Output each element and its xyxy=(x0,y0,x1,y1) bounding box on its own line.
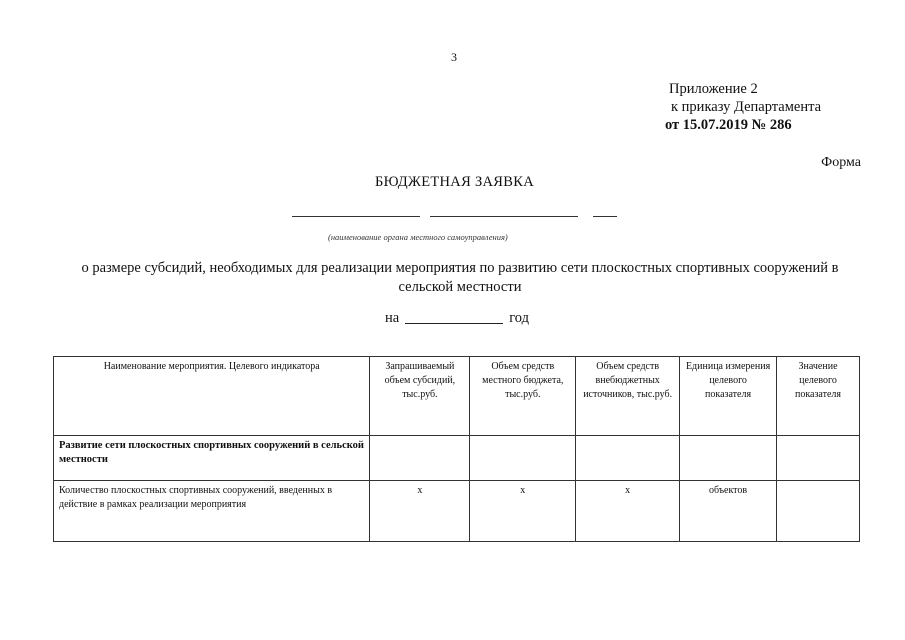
header-requested-subsidy: Запрашиваемый объем субсидий, тыс.руб. xyxy=(370,357,470,436)
cell-activity-name: Количество плоскостных спортивных сооружений, введенных в действие в рамках реализации мероприятия xyxy=(54,481,370,542)
header-local-budget: Объем средств местного бюджета, тыс.руб. xyxy=(470,357,576,436)
subject-text: о размере субсидий, необходимых для реализации мероприятия по развитию сети плоскостных спортивных сооружений в сельской местности xyxy=(81,260,839,295)
form-label: Форма xyxy=(821,155,861,170)
cell-unit xyxy=(680,436,777,481)
org-blank-line-3 xyxy=(593,216,617,217)
org-caption: (наименование органа местного самоуправления) xyxy=(328,232,508,242)
org-blank-line-1 xyxy=(292,216,420,217)
table-row xyxy=(54,481,860,542)
appendix-order-date: от 15.07.2019 № 286 xyxy=(665,117,792,133)
cell-extrabudgetary xyxy=(576,436,680,481)
cell-requested-subsidy: x xyxy=(370,481,470,542)
year-prefix: на xyxy=(385,310,400,326)
cell-local-budget xyxy=(470,436,576,481)
appendix-order-ref: к приказу Департамента xyxy=(671,99,822,115)
year-suffix: год xyxy=(509,310,529,326)
year-blank xyxy=(405,323,503,324)
header-unit: Единица измерения целевого показателя xyxy=(680,357,777,436)
cell-local-budget: x xyxy=(470,481,576,542)
cell-extrabudgetary: x xyxy=(576,481,680,542)
budget-table xyxy=(53,356,860,542)
cell-value xyxy=(777,481,860,542)
table-header-row xyxy=(54,357,860,436)
cell-requested-subsidy xyxy=(370,436,470,481)
header-value: Значение целевого показателя xyxy=(777,357,860,436)
year-line xyxy=(385,310,529,327)
appendix-block xyxy=(667,80,897,134)
header-activity-name: Наименование мероприятия. Целевого индикатора xyxy=(54,357,370,436)
header-extrabudgetary: Объем средств внебюджетных источников, тыс.руб. xyxy=(576,357,680,436)
page-number: 3 xyxy=(451,50,457,64)
document-title: БЮДЖЕТНАЯ ЗАЯВКА xyxy=(375,174,534,190)
cell-activity-name: Развитие сети плоскостных спортивных сооружений в сельской местности xyxy=(54,436,370,481)
cell-value xyxy=(777,436,860,481)
appendix-title: Приложение 2 xyxy=(669,81,758,97)
org-blank-line-2 xyxy=(430,216,578,217)
table-row xyxy=(54,436,860,481)
cell-unit: объектов xyxy=(680,481,777,542)
